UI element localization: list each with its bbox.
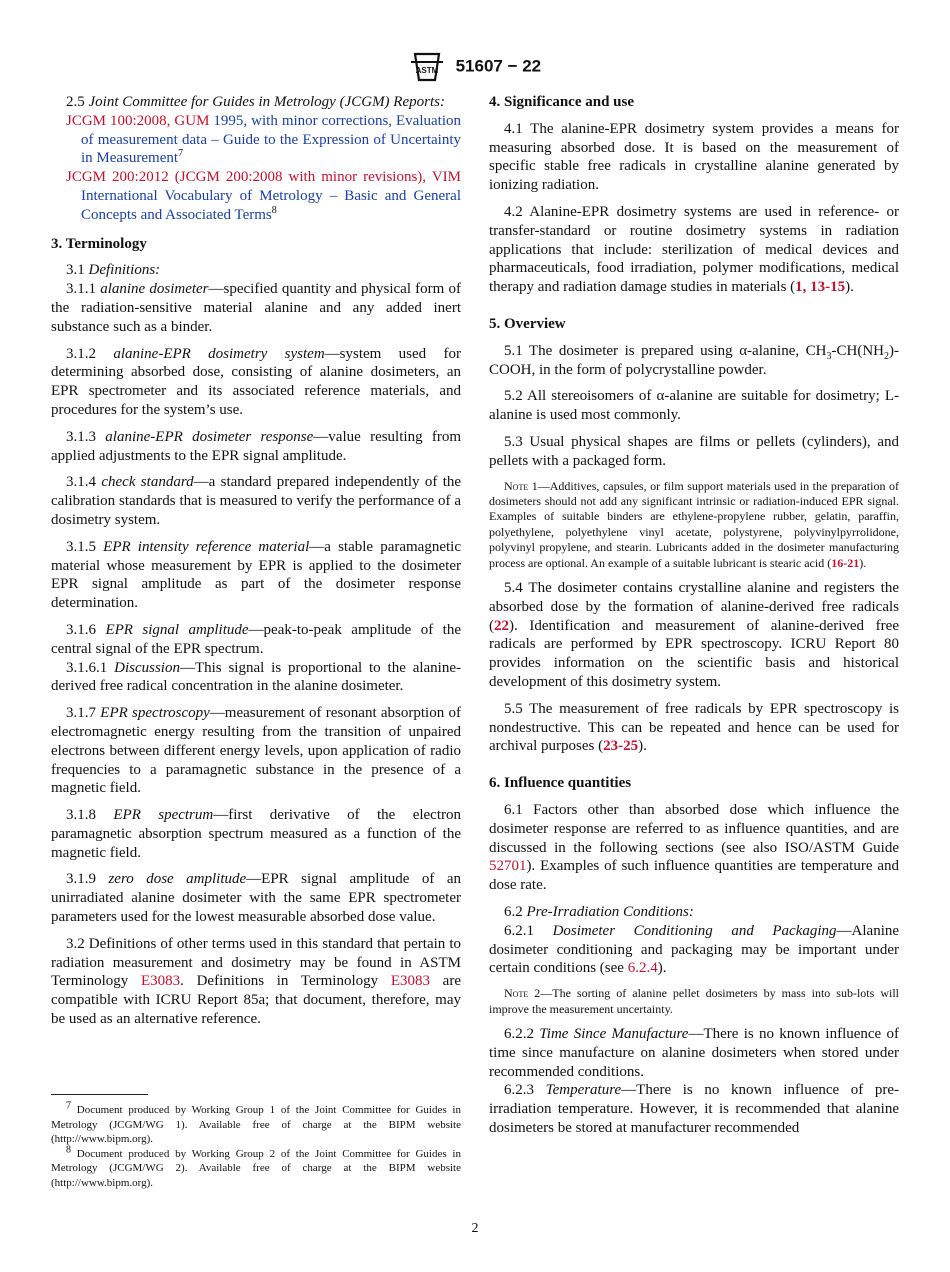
page-number: 2 [471, 1221, 479, 1236]
definition-3-1-5: 3.1.5 EPR intensity reference material—a stable paramagnetic material whose measurement by EPR is applied to the dosimeter EPR signal amplitude as part of the dosimeter response determination. [51, 538, 461, 612]
section-6-2-1: 6.2.1 Dosimeter Conditioning and Packaging—Alanine dosimeter conditioning and packaging may be important under certain conditions (see 6.2.4). [489, 922, 900, 977]
definition-3-1-1: 3.1.1 alanine dosimeter—specified quantity and physical form of the radiation-sensitive material alanine and any added inert substance such as a binder. [51, 281, 461, 335]
astm-logo-icon [409, 50, 445, 84]
reference-jcgm-100[interactable]: JCGM 100:2008, GUM 1995, with minor corrections, Evaluation of measurement data – Guide to the Expression of Uncertainty in Measurement$^7$ [66, 112, 461, 167]
definition-3-1-4: 3.1.4 check standard—a standard prepared independently of the calibration standards that is measured to verify the performance of a dosimetry system. [51, 474, 462, 528]
definition-3-1-8: 3.1.8 EPR spectrum—first derivative of the electron paramagnetic absorption spectrum measured as a function of the magnetic field. [51, 807, 461, 861]
definition-3-1-7: 3.1.7 EPR spectroscopy—measurement of resonant absorption of electromagnetic energy resulting from the transition of unpaired electrons between different energy levels, upon application of radio frequencies to a paramagnetic substance in the presence of a magnetic field. [51, 705, 461, 797]
reference-jcgm-200[interactable]: JCGM 200:2012 (JCGM 200:2008 with minor revisions), VIM International Vocabulary of Metrology – Basic and General Concepts and Associated Terms$^8$ [66, 169, 461, 223]
definition-3-1-6: 3.1.6 EPR signal amplitude—peak-to-peak amplitude of the central signal of the EPR spectrum. [51, 621, 462, 657]
section-5-3: 5.3 Usual physical shapes are films or pellets (cylinders), and pellets with a packaged form. [489, 433, 899, 469]
section-5-4: 5.4 The dosimeter contains crystalline alanine and registers the absorbed dose by the formation of alanine-derived free radicals (22). Identification and measurement of alanine-derived free radicals are performed by EPR spectroscopy. ICRU Report 80 provides information on the scientific basis and historical development of this dosimetry system. [489, 579, 899, 690]
right-column [489, 93, 899, 1138]
citation-link[interactable]: 23-25 [603, 738, 639, 755]
footnotes [51, 1100, 461, 1191]
definition-3-1-9: 3.1.9 zero dose amplitude—EPR signal amplitude of an unirradiated alanine dosimeter with the same EPR spectrometer parameters used for the lowest measurable absorbed dose value. [51, 871, 462, 926]
citation-link[interactable]: 22 [494, 617, 509, 634]
section-6-2: 6.2 Pre-Irradiation Conditions: [504, 903, 694, 920]
citation-link[interactable]: 16-21 [831, 555, 860, 570]
page-header [0, 50, 950, 84]
document-number: 51607 − 22 [455, 56, 542, 76]
note-1: Note 1—Additives, capsules, or film support materials used in the preparation of dosimeters should not add any significant intrinsic or radiation-induced EPR signal. Examples of suitable binders are ethylene-propylene rubber, gelatin, paraffin, polyethylene, polyethylene vinyl acetate, polystyrene, polyvinylpyrrolidone, polyvinyl propylene, and stearin. Lubricants added in the dosimeter manufacturing process are optional. An example of a suitable lubricant is stearic acid (16-21). [489, 478, 899, 570]
definition-3-1-2: 3.1.2 alanine-EPR dosimetry system—system used for determining absorbed dose, consisting of alanine dosimeters, an EPR spectrometer and its associated reference materials, and procedures for the system’s use. [51, 345, 461, 418]
section-6-1: 6.1 Factors other than absorbed dose which influence the dosimeter response are referred to as influence quantities, and are discussed in the following sections (see also ISO/ASTM Guide 52701). Examples of such influence quantities are temperature and dose rate. [489, 801, 899, 894]
section-5-2: 5.2 All stereoisomers of α-alanine are suitable for dosimetry; L-alanine is used most commonly. [489, 388, 899, 424]
definition-3-1-3: 3.1.3 alanine-EPR dosimeter response—value resulting from applied adjustments to the EPR signal amplitude. [51, 428, 462, 464]
section-4-2: 4.2 Alanine-EPR dosimetry systems are used in reference- or transfer-standard or routine dosimetry systems in radiation applications that include: sterilization of medical devices and pharmaceuticals, food irradiation, polymer modifications, medical therapy and radiation damage studies in materials (1, 13-15). [489, 203, 899, 296]
section-6-2-3: 6.2.3 Temperature—There is no known influence of pre-irradiation temperature. However, it is recommended that alanine dosimeters be stored at manufacturer recommended [489, 1082, 900, 1136]
citation-link[interactable]: 1 [795, 279, 803, 296]
link-6-2-4[interactable]: 6.2.4 [627, 960, 658, 977]
heading-significance: 4. Significance and use [489, 94, 635, 110]
footnote-divider [51, 1094, 148, 1095]
citation-link[interactable]: 13-15 [810, 279, 846, 296]
link-e3083[interactable]: E3083 [390, 973, 430, 990]
heading-influence-quantities: 6. Influence quantities [489, 775, 632, 792]
section-3-2: 3.2 Definitions of other terms used in this standard that pertain to radiation measurement and dosimetry may be found in ASTM Terminology E3083. Definitions in Terminology E3083 are compatible with ICRU Report 85a; that document, therefore, may be used as an alternative reference. [51, 935, 461, 1028]
section-5-1: 5.1 The dosimeter is prepared using α-alanine, $CH_3-CH(NH_2)$-COOH, in the form of polycrystalline powder. [489, 342, 899, 378]
section-5-5: 5.5 The measurement of free radicals by EPR spectroscopy is nondestructive. This can be repeated and hence can be used for archival purposes (23-25). [489, 700, 899, 755]
footnote-8: $^8$ Document produced by Working Group 2 of the Joint Committee for Guides in Metrology (JCGM/WG 2). Available free of charge at the BIPM website (http://www.bipm.org). [51, 1144, 461, 1189]
section-3-1: 3.1 Definitions: [66, 262, 161, 279]
link-e3083[interactable]: E3083 [140, 973, 181, 990]
section-4-1: 4.1 The alanine-EPR dosimetry system provides a means for measuring absorbed dose. It is based on the measurement of specific stable free radicals in crystalline alanine generated by ionizing radiation. [489, 120, 899, 194]
definition-3-1-6-1: 3.1.6.1 Discussion—This signal is proportional to the alanine-derived free radical concentration in the alanine dosimeter. [51, 659, 462, 695]
section-2-5: 2.5 Joint Committee for Guides in Metrology (JCGM) Reports: [66, 94, 445, 110]
svg-text:ASTM: ASTM [415, 66, 439, 75]
footnote-7: $^7$ Document produced by Working Group 1 of the Joint Committee for Guides in Metrology (JCGM/WG 1). Available free of charge at the BIPM website (http://www.bipm.org). [51, 1100, 461, 1146]
left-column [51, 93, 461, 1037]
section-6-2-2: 6.2.2 Time Since Manufacture—There is no known influence of time since manufacture on alanine dosimeters when stored under recommended conditions. [489, 1025, 899, 1080]
heading-overview: 5. Overview [489, 315, 566, 332]
link-52701[interactable]: 52701 [489, 858, 527, 875]
heading-terminology: 3. Terminology [51, 235, 147, 252]
note-2: Note 2—The sorting of alanine pellet dosimeters by mass into sub-lots will improve the measurement uncertainty. [489, 986, 899, 1016]
